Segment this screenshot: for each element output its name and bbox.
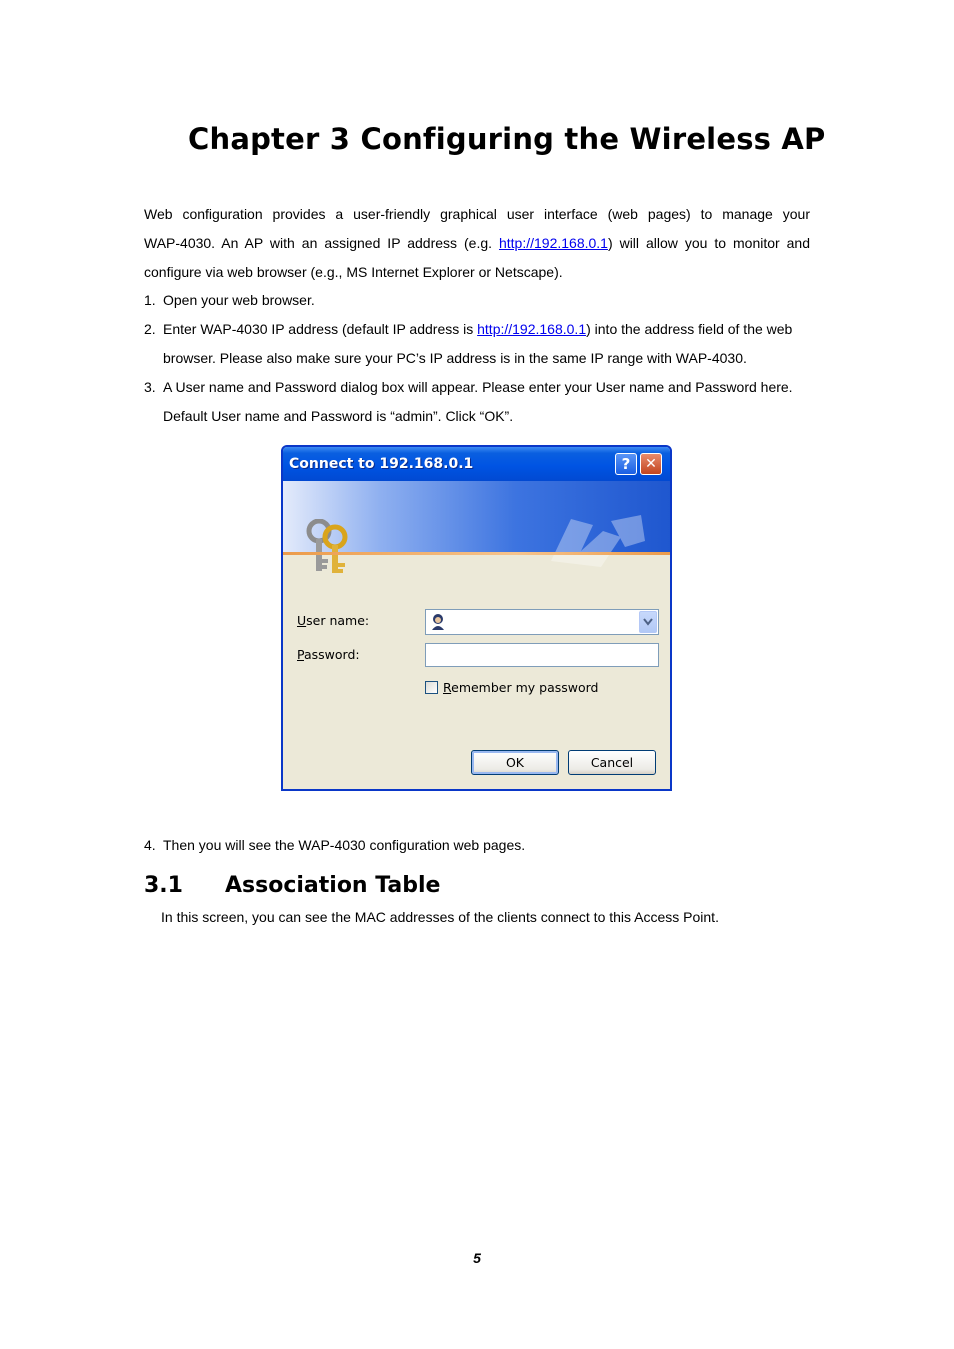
intro-paragraph (144, 200, 810, 287)
keys-icon (301, 519, 357, 577)
step-text: Default User name and Password is “admin”. Click “OK”. (163, 408, 514, 424)
access-key: R (443, 680, 452, 695)
step-text (163, 315, 814, 344)
login-dialog (281, 445, 672, 791)
dialog-banner (283, 481, 670, 552)
page-number: 5 (473, 1250, 481, 1266)
username-label (297, 613, 369, 628)
intro-line (144, 229, 810, 258)
step-text: browser. Please also make sure your PC’s IP address is in the same IP range with WAP-4030. (163, 350, 747, 366)
section-number: 3.1 (144, 873, 183, 898)
section-title: Association Table (225, 873, 441, 898)
help-icon[interactable]: ? (615, 453, 637, 475)
password-field[interactable] (425, 643, 659, 667)
dropdown-button[interactable] (639, 611, 657, 633)
step-item (144, 831, 814, 860)
ip-link[interactable]: http://192.168.0.1 (477, 321, 587, 337)
banner-divider (283, 552, 670, 555)
label-text: assword: (303, 647, 360, 662)
password-label (297, 647, 360, 662)
section-body: In this screen, you can see the MAC addresses of the clients connect to this Access Point. (161, 909, 719, 925)
remember-checkbox[interactable] (425, 681, 438, 694)
section-heading (144, 873, 440, 898)
step-text: A User name and Password dialog box will appear. Please enter your User name and Password here. (163, 379, 793, 395)
user-icon (430, 613, 446, 631)
watermark-icon (541, 511, 651, 571)
intro-line: configure via web browser (e.g., MS Internet Explorer or Netscape). (144, 264, 563, 280)
label-text: emember my password (451, 680, 599, 695)
step-text: Then you will see the WAP-4030 configuration web pages. (163, 837, 526, 853)
step-text-part: ) into the address field of the web (586, 321, 793, 337)
chapter-title: Chapter 3 Configuring the Wireless AP (188, 122, 826, 156)
chevron-down-icon (643, 618, 653, 626)
remember-label[interactable] (443, 680, 599, 695)
access-key: U (297, 613, 307, 628)
step-text-part: Enter WAP-4030 IP address (default IP address is (163, 321, 478, 337)
intro-text: ) will allow you to monitor and (607, 235, 810, 251)
ip-link[interactable]: http://192.168.0.1 (498, 235, 608, 251)
access-key: P (297, 647, 304, 662)
step-item (144, 286, 814, 315)
ok-button[interactable]: OK (471, 750, 559, 775)
step-text: Open your web browser. (163, 292, 315, 308)
step-item (144, 315, 814, 373)
close-icon[interactable]: ✕ (640, 453, 662, 475)
step-number: 4. (144, 837, 156, 853)
dialog-titlebar (283, 447, 670, 481)
username-combobox[interactable] (425, 609, 659, 635)
intro-text: WAP-4030. An AP with an assigned IP address (e.g. (144, 235, 499, 251)
dialog-title: Connect to 192.168.0.1 (289, 456, 474, 472)
cancel-button[interactable]: Cancel (568, 750, 656, 775)
label-text: ser name: (306, 613, 370, 628)
intro-line: Web configuration provides a user-friendly graphical user interface (web pages) to manage your (144, 206, 810, 222)
step-item (144, 373, 814, 431)
step-number: 1. (144, 292, 156, 308)
step-number: 2. (144, 321, 156, 337)
step-number: 3. (144, 379, 156, 395)
